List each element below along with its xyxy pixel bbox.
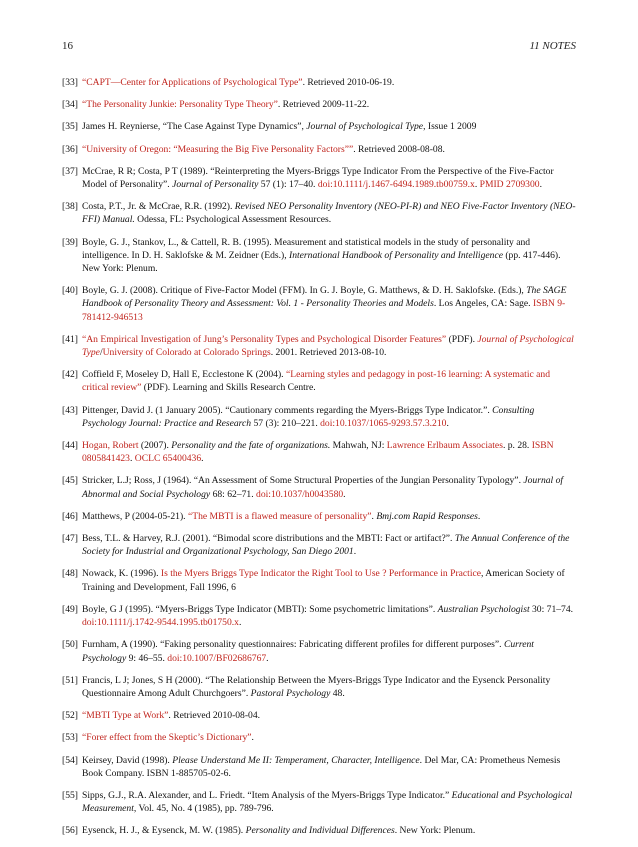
reference-text-segment: Odessa, FL: Psychological Assessment Resources. [134,214,332,226]
reference-text [82,731,576,744]
reference-link[interactable]: “The MBTI is a flawed measure of personality” [187,510,372,522]
reference-text-segment: . Retrieved 2008-08-08. [353,143,445,155]
reference-item [62,439,576,465]
reference-text-segment: Please Understand Me II: Temperament, Character, Intelligence [172,754,420,766]
reference-text-segment: . [201,453,204,465]
reference-link[interactable]: Journal of Psychological Type [82,333,574,359]
reference-text [82,439,576,465]
reference-number: [33] [62,77,78,88]
reference-text-segment: Personality and the fate of organizations. [171,440,331,452]
reference-text-segment: , Vol. 45, No. 4 (1985), pp. 789-796. [133,803,274,815]
reference-text-segment: McCrae, R R; Costa, P T (1989). “Reinterpreting the Myers-Briggs Type Indicator From the Perspective of the Five-Factor Model of Personality”. [82,165,554,191]
reference-item [62,120,576,133]
reference-number: [51] [62,674,78,686]
reference-number: [40] [62,285,78,297]
reference-text [82,824,576,837]
reference-text-segment: Educational and Psychological Measurement [82,789,573,815]
reference-item [62,754,576,780]
reference-text-segment: . [539,179,542,191]
reference-text-segment: Matthews, P (2004-05-21). [82,510,188,522]
reference-text-segment: . [266,652,269,664]
reference-link[interactable]: ISBN 9-781412-946513 [82,298,566,323]
reference-text-segment: Stricker, L.J; Ross, J (1964). “An Assessment of Some Structural Properties of the Jungian Personality Typology”. [82,475,524,487]
reference-text-segment: . [446,417,449,429]
reference-text-segment: Mahwah, NJ: [330,440,387,452]
reference-text-segment: , Issue 1 2009 [423,121,477,133]
reference-text-segment: Consulting Psychology Journal: Practice and Research [82,404,535,429]
reference-link[interactable]: Is the Myers Briggs Type Indicator the Right Tool to Use ? Performance in Practice [160,568,482,580]
reference-item [62,603,576,629]
reference-item [62,165,576,191]
reference-item [62,200,576,226]
reference-item [62,638,576,664]
references-list [62,76,576,847]
reference-number: [39] [62,236,78,248]
reference-number: [42] [62,369,78,381]
reference-text-segment: . Retrieved 2010-08-04. [168,710,261,722]
reference-text-segment: Keirsey, David (1998). [82,754,173,766]
reference-number: [37] [62,165,78,177]
reference-item [62,284,576,324]
reference-number: [48] [62,568,78,580]
reference-text-segment: Francis, L J; Jones, S H (2000). “The Relationship Between the Myers-Briggs Type Indicator and the Eysenck Personality Questionnaire Among Adult Churchgoers”. [82,674,551,699]
reference-text [82,532,576,558]
reference-text [82,200,576,226]
reference-text-segment: (PDF). Learning and Skills Research Centre. [141,382,316,394]
reference-text-segment: 30: 71–74. [529,603,574,615]
reference-text [82,638,576,664]
reference-link[interactable]: “MBTI Type at Work” [82,710,169,722]
reference-text-segment: . [129,453,135,465]
reference-text-segment: , American Society of Training and Development, Fall 1996, 6 [82,568,565,593]
reference-text-segment: Boyle, G. J., Stankov, L., & Cattell, R. B. (1995). Measurement and statistical models in the study of personality and intelligence. In D. H. Saklofske & M. Zeidner (Eds.), [82,236,531,261]
reference-item [62,731,576,744]
reference-number: [41] [62,333,78,345]
reference-text [82,567,576,593]
reference-item [62,474,576,500]
reference-link[interactable]: doi:10.1111/j.1467-6494.1989.tb00759.x [317,179,475,191]
reference-link[interactable]: doi:10.1037/h0043580 [256,488,344,500]
reference-text-segment: . [343,488,346,500]
section-title: 11 NOTES [529,40,576,52]
reference-text [82,165,576,191]
reference-link[interactable]: doi:10.1037/1065-9293.57.3.210 [320,417,447,429]
reference-number: [47] [62,533,78,545]
reference-link[interactable]: University of Colorado at Colorado Springs [102,347,271,359]
reference-text-segment: . New York: Plenum. [394,825,476,837]
reference-number: [35] [62,121,78,133]
reference-link[interactable]: “The Personality Junkie: Personality Type Theory” [82,99,278,111]
reference-text-segment: (2007). [138,440,172,452]
reference-text [82,674,576,700]
reference-text-segment: . p. 28. [502,440,532,452]
reference-text-segment: 9: 46–55. [126,652,168,664]
reference-item [62,709,576,722]
reference-text-segment: Current Psychology [82,639,534,664]
reference-text [82,76,576,89]
reference-item [62,404,576,430]
reference-text-segment: . Retrieved 2009-11-22. [277,99,370,111]
reference-link[interactable]: ISBN 0805841423 [82,440,554,465]
page-header [62,40,576,52]
reference-number: [55] [62,789,78,801]
reference-text-segment: . [477,510,481,522]
reference-text-segment: Pittenger, David J. (1 January 2005). “Cautionary comments regarding the Myers-Briggs Type Indicator.”. [82,404,493,416]
reference-number: [49] [62,603,78,615]
reference-item [62,236,576,276]
reference-link[interactable]: doi:10.1111/j.1742-9544.1995.tb01750.x [82,617,239,629]
reference-text [82,709,576,722]
reference-link[interactable]: OCLC 65400436 [134,453,202,465]
reference-text-segment: . [251,732,254,744]
reference-link[interactable]: Hogan, Robert [82,440,139,452]
reference-text-segment: / [99,347,103,359]
reference-item [62,143,576,156]
reference-text-segment: . [238,617,242,629]
reference-text-segment: Revised NEO Personality Inventory (NEO-PI-R) and NEO Five-Factor Inventory (NEO-FFI) Manual. [82,201,576,226]
reference-item [62,368,576,394]
reference-text [82,120,576,133]
reference-text-segment: . Retrieved 2010-06-19. [302,77,395,88]
reference-text-segment: 68: 62–71. [210,488,257,500]
reference-link[interactable]: “Forer effect from the Skeptic’s Dictionary” [82,732,252,744]
reference-text-segment: International Handbook of Personality and Intelligence [289,249,503,261]
reference-text-segment: Bmj.com Rapid Responses [376,510,478,522]
reference-link[interactable]: “University of Oregon: “Measuring the Big Five Personality Factors”” [82,143,354,155]
reference-number: [50] [62,639,78,651]
reference-text-segment: Sipps, G.J., R.A. Alexander, and L. Friedt. “Item Analysis of the Myers-Briggs Type Indicator.” [82,789,452,801]
reference-link[interactable]: Lawrence Erlbaum Associates [386,440,503,452]
reference-number: [45] [62,475,78,487]
reference-text-segment: 48. [330,687,345,699]
reference-text [82,510,576,523]
reference-text [82,143,576,156]
reference-item [62,789,576,815]
reference-text-segment: Coffield F, Moseley D, Hall E, Ecclestone K (2004). [82,369,286,381]
reference-item [62,333,576,359]
reference-text [82,368,576,394]
reference-link[interactable]: doi:10.1007/BF02686767 [167,652,267,664]
reference-item [62,824,576,837]
reference-text-segment: 57 (3): 210–221. [251,417,321,429]
reference-text-segment: Personality and Individual Differences [245,825,395,837]
reference-text-segment: . [353,546,357,558]
reference-number: [44] [62,440,78,452]
reference-item [62,98,576,111]
reference-text-segment: Furnham, A (1990). “Faking personality questionnaires: Fabricating different profiles for different purposes”. [82,639,504,651]
reference-number: [43] [62,404,78,416]
reference-text-segment: Boyle, G. J. (2008). Critique of Five-Factor Model (FFM). In G. J. Boyle, G. Matthews, & D. H. Saklofske. (Eds.), [82,285,527,297]
reference-text-segment: Journal of Psychological Type [306,121,424,133]
reference-text-segment: James H. Reynierse, “The Case Against Type Dynamics”, [82,121,307,133]
reference-text-segment: (PDF). [446,333,478,345]
reference-number: [54] [62,754,78,766]
reference-number: [56] [62,825,78,837]
reference-text-segment: (pp. 417-446). New York: Plenum. [82,249,561,275]
reference-text [82,98,576,111]
reference-item [62,567,576,593]
reference-text-segment: . [474,179,480,191]
reference-text-segment: Eysenck, H. J., & Eysenck, M. W. (1985). [82,825,246,837]
reference-text-segment: Bess, T.L. & Harvey, R.J. (2001). “Bimodal score distributions and the MBTI: Fact or artifact?”. [82,533,455,545]
reference-text [82,754,576,780]
reference-text [82,474,576,500]
reference-text [82,284,576,324]
reference-text-segment: 57 (1): 17–40. [258,179,318,191]
reference-item [62,510,576,523]
reference-link[interactable]: “CAPT—Center for Applications of Psychological Type” [82,77,303,88]
reference-number: [46] [62,510,78,522]
reference-item [62,76,576,89]
reference-text-segment: . 2001. Retrieved 2013-08-10. [270,347,387,359]
page-number: 16 [62,40,73,52]
reference-text-segment: Journal of Personality [172,179,259,191]
reference-text [82,603,576,629]
reference-text [82,789,576,815]
reference-link[interactable]: PMID 2709300 [479,179,540,191]
reference-text-segment: The Annual Conference of the Society for Industrial and Organizational Psychology, San Diego 2001 [82,533,570,558]
reference-text-segment: Boyle, G J (1995). “Myers-Briggs Type Indicator (MBTI): Some psychometric limitations”. [82,603,438,615]
reference-text-segment: Costa, P.T., Jr. & McCrae, R.R. (1992). [82,201,235,213]
reference-number: [53] [62,732,78,744]
reference-item [62,532,576,558]
reference-text-segment: Australian Psychologist [437,603,530,615]
reference-text-segment: . [371,510,377,522]
reference-text [82,333,576,359]
reference-text [82,404,576,430]
reference-text-segment: Journal of Abnormal and Social Psychology [82,475,564,500]
reference-number: [34] [62,99,78,111]
reference-text [82,236,576,276]
reference-number: [36] [62,143,78,155]
reference-item [62,674,576,700]
reference-number: [38] [62,201,78,213]
reference-link[interactable]: “Learning styles and pedagogy in post-16 learning: A systematic and critical review” [82,369,550,394]
reference-text-segment: Nowack, K. (1996). [82,568,161,580]
reference-text-segment: The SAGE Handbook of Personality Theory and Assessment: Vol. 1 - Personality Theories and Models [82,285,567,310]
reference-text-segment: . Los Angeles, CA: Sage. [433,298,533,310]
reference-number: [52] [62,710,78,722]
reference-text-segment: Pastoral Psychology [250,687,331,699]
reference-link[interactable]: “An Empirical Investigation of Jung’s Personality Types and Psychological Disorder Features” [82,333,447,345]
reference-text-segment: . Del Mar, CA: Prometheus Nemesis Book Company. ISBN 1-885705-02-6. [82,754,561,779]
